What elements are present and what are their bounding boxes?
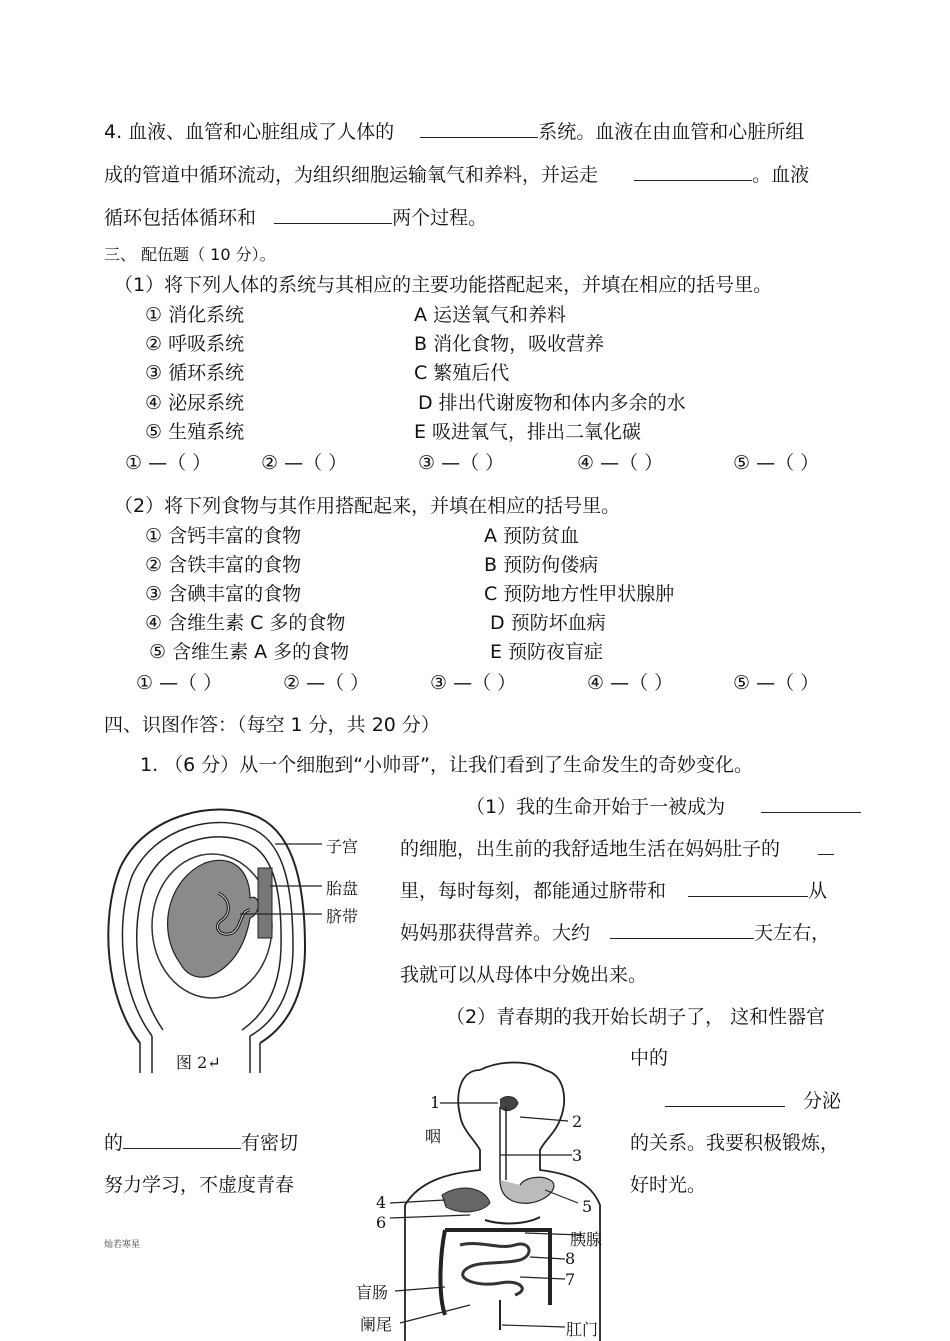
p2-answer-slot[interactable]: ⑤ —（ ） [733,672,820,694]
q1-text: 从 [808,880,828,902]
q1-text: （1）我的生命开始于一被成为 [466,796,726,818]
pharynx-label: 咽 [425,1127,442,1146]
q4-line1 [104,117,804,144]
p1-left-item: ① 消化系统 [145,304,245,326]
umbilical-cord-label: 脐带 [326,907,359,926]
digestive-label-1: 1 [430,1093,441,1112]
p1-answer-slot[interactable]: ③ —（ ） [418,452,505,474]
blank-field[interactable] [761,794,861,813]
q4-text: 系统。血液在由血管和心脏所组 [538,121,805,143]
q1-text: 有密切 [241,1132,299,1154]
blank-field[interactable] [123,1130,241,1149]
p2-right-item: B 预防佝偻病 [484,554,599,576]
anus-label: 肛门 [566,1320,599,1339]
q4-text: 两个过程。 [392,207,488,229]
uterus-label: 子宫 [326,837,359,856]
q4-text: 成的管道中循环流动，为组织细胞运输氧气和养料，并运走 [104,164,599,186]
q4-line3 [104,203,487,230]
p1-answer-slot[interactable]: ② —（ ） [261,452,348,474]
q1-part1-line [466,792,861,819]
q4-text: 4. 血液、血管和心脏组成了人体的 [104,121,395,143]
p1-answer-slot[interactable]: ① —（ ） [125,452,212,474]
blank-field[interactable] [274,205,392,224]
q1-part1-line [400,876,827,903]
blank-field[interactable] [610,920,754,939]
digestive-label-4: 4 [376,1193,387,1212]
p1-right-item: A 运送氧气和养料 [414,304,567,326]
pancreas-label: 胰腺 [570,1230,603,1249]
p2-left-item: ③ 含碘丰富的食物 [145,583,302,605]
q1-text: 天左右， [754,922,831,944]
p1-left-item: ② 呼吸系统 [145,333,245,355]
blank-field[interactable] [665,1088,785,1107]
digestive-label-6: 6 [376,1213,387,1232]
p2-left-item: ① 含钙丰富的食物 [145,525,302,547]
q1-part2-line: 中的 [630,1047,669,1069]
p1-right-item: B 消化食物，吸收营养 [414,333,605,355]
q1-text: 里，每时每刻，都能通过脐带和 [400,880,667,902]
p1-left-item: ④ 泌尿系统 [145,392,245,414]
q4-text: 循环包括体循环和 [104,207,257,229]
q1-part2-line: （2）青春期的我开始长胡子了， 这和性器官 [446,1006,826,1028]
watermark-text: 灿若寒星 [104,1240,141,1250]
p1-answer-slot[interactable]: ④ —（ ） [577,452,664,474]
p1-right-item: C 繁殖后代 [414,362,510,384]
digestive-label-3: 3 [572,1146,583,1165]
q1-text: 妈妈那获得营养。大约 [400,922,591,944]
q1-part2-line [104,1128,298,1155]
q4-line2 [104,160,809,187]
p2-left-item: ⑤ 含维生素 A 多的食物 [149,641,350,663]
p2-answer-slot[interactable]: ② —（ ） [283,672,370,694]
appendix-label: 阑尾 [360,1315,393,1334]
digestive-label-5: 5 [582,1197,593,1216]
blank-field[interactable] [420,119,538,138]
q1-part2-line: 努力学习，不虚度青春 [104,1174,295,1196]
section3-p2-instruction: （2）将下列食物与其作用搭配起来，并填在相应的括号里。 [114,495,621,517]
p2-right-item: D 预防坏血病 [490,612,606,634]
p2-left-item: ② 含铁丰富的食物 [145,554,302,576]
figure-caption: 图 2↵ [176,1053,221,1072]
section4-title: 四、识图作答：（每空 1 分，共 20 分） [104,714,440,736]
p2-answer-slot[interactable]: ① —（ ） [136,672,223,694]
q1-part1-line: 我就可以从母体中分娩出来。 [400,964,648,986]
p2-left-item: ④ 含维生素 C 多的食物 [145,612,346,634]
p2-right-item: A 预防贫血 [484,525,580,547]
p1-left-item: ⑤ 生殖系统 [145,421,245,443]
placenta-label: 胎盘 [326,879,359,898]
digestive-label-7: 7 [565,1270,576,1289]
p2-right-item: C 预防地方性甲状腺肿 [484,583,675,605]
q1-part2-line: 好时光。 [630,1174,707,1196]
blank-field[interactable] [688,878,808,897]
q1-part1-line [400,918,830,945]
q1-text: 的 [104,1132,124,1154]
q1-part2-line [665,1086,841,1113]
cecum-label: 盲肠 [356,1283,389,1302]
p1-left-item: ③ 循环系统 [145,362,245,384]
p2-answer-slot[interactable]: ④ —（ ） [587,672,674,694]
p2-answer-slot[interactable]: ③ —（ ） [430,672,517,694]
q1-text: 的细胞，出生前的我舒适地生活在妈妈肚子的 [400,838,781,860]
p1-right-item: D 排出代谢废物和体内多余的水 [418,392,686,414]
q1-part2-line: 的关系。我要积极锻炼， [630,1132,840,1154]
digestive-label-2: 2 [572,1112,583,1131]
q1-part1-line [400,834,834,861]
blank-field[interactable] [818,836,834,855]
p2-right-item: E 预防夜盲症 [490,641,604,663]
q4-text: 。血液 [752,164,810,186]
p1-answer-slot[interactable]: ⑤ —（ ） [733,452,820,474]
p1-right-item: E 吸进氧气，排出二氧化碳 [414,421,642,443]
section3-p1-instruction: （1）将下列人体的系统与其相应的主要功能搭配起来，并填在相应的括号里。 [114,274,773,296]
section3-title: 三、 配伍题（ 10 分）。 [104,245,276,264]
digestive-label-8: 8 [565,1249,576,1268]
blank-field[interactable] [634,162,752,181]
q1-text: 分泌 [803,1090,842,1112]
q1-title: 1. （6 分）从一个细胞到“小帅哥”，让我们看到了生命发生的奇妙变化。 [140,754,753,776]
